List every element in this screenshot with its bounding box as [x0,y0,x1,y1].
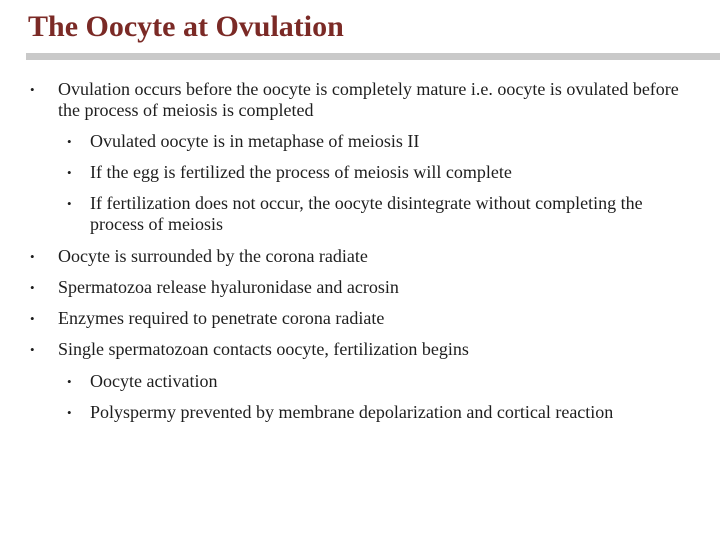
bullet-text: Polyspermy prevented by membrane depolarization and cortical reaction [90,402,614,422]
bullet-item [30,339,688,360]
bullet-text: Ovulated oocyte is in metaphase of meiosis II [90,131,420,151]
title-divider [26,53,720,60]
bullet-marker: • [67,196,72,211]
bullet-text: Spermatozoa release hyaluronidase and acrosin [58,277,399,297]
slide-title: The Oocyte at Ovulation [28,10,344,43]
bullet-text: Oocyte activation [90,371,218,391]
bullet-item [30,246,688,267]
bullet-text: Ovulation occurs before the oocyte is completely mature i.e. oocyte is ovulated before the process of meiosis is completed [58,79,679,120]
sub-bullet-item [67,162,680,183]
bullet-marker: • [67,374,72,389]
sub-bullet-item [67,131,680,152]
bullet-item [30,308,688,329]
bullet-text: Enzymes required to penetrate corona radiate [58,308,385,328]
bullet-marker: • [30,82,35,97]
bullet-marker: • [67,134,72,149]
bullet-marker: • [30,311,35,326]
bullet-marker: • [30,342,35,357]
bullet-marker: • [30,280,35,295]
bullet-marker: • [67,165,72,180]
bullet-text: Oocyte is surrounded by the corona radiate [58,246,368,266]
bullet-marker: • [30,249,35,264]
bullet-text: Single spermatozoan contacts oocyte, fertilization begins [58,339,469,359]
bullet-item [30,79,688,121]
sub-bullet-item [67,371,680,392]
bullet-text: If fertilization does not occur, the oocyte disintegrate without completing the process of meiosis [90,193,643,234]
sub-bullet-item [67,193,680,235]
bullet-marker: • [67,405,72,420]
sub-bullet-item [67,402,680,423]
bullet-item [30,277,688,298]
bullet-text: If the egg is fertilized the process of meiosis will complete [90,162,512,182]
